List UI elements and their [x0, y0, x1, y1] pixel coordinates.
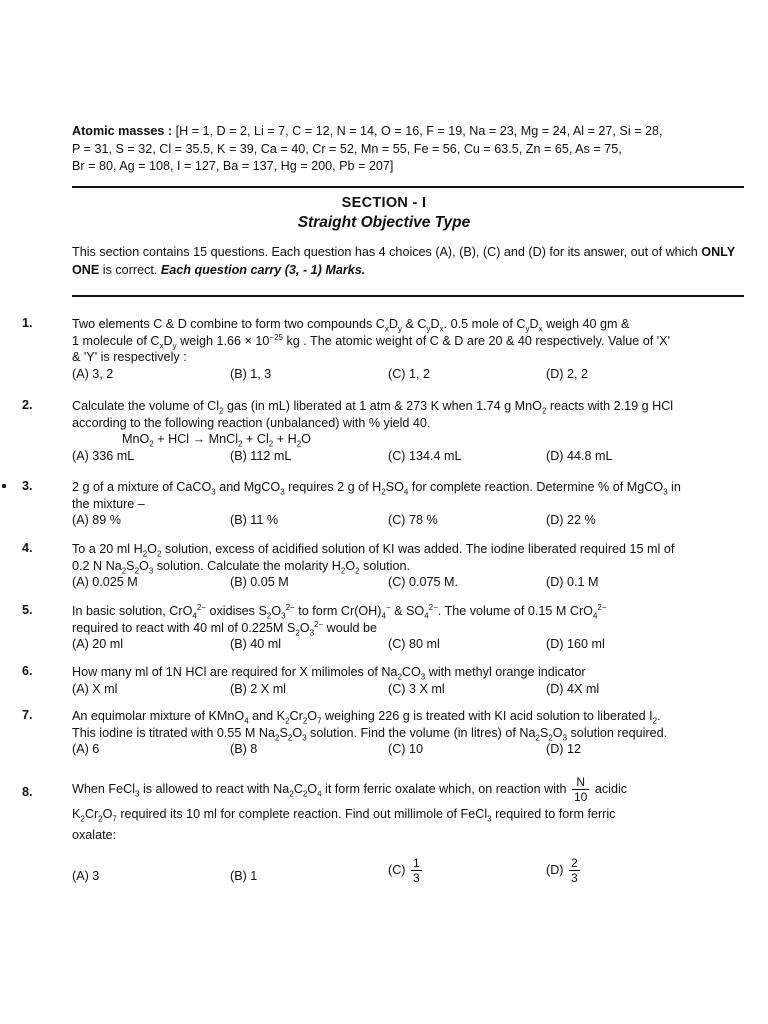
- option-d: (D) 160 ml: [546, 637, 605, 651]
- section-title: SECTION - I: [341, 195, 427, 211]
- option-c: (C) 78 %: [388, 513, 438, 527]
- option-d-fraction: [569, 856, 580, 885]
- option-c-fraction: [411, 856, 422, 885]
- option-d: (D) 2, 2: [546, 366, 588, 381]
- fraction-denominator: 3: [570, 871, 578, 885]
- question-text: How many ml of 1N HCl are required for X milimoles of $Na_2CO_3$ with methyl orange indicator (A) X ml (B) 2 X ml (C) 3 X ml (D) 4X ml: [72, 664, 748, 697]
- question-number: 2.: [22, 398, 33, 412]
- question-text: In basic solution, CrO$_4^{2-}$ oxidises $S_2O_3^{2-}$ to form $Cr(OH)_4^-$ & $SO_4^{2-}$. The volume of 0.15 M CrO$_4^{2-}$ required to react with 40 ml of 0.225M $S_2O_3^{2-}$ would be (A) 20 ml (B) 40 ml (C) 80 ml (D) 160 ml: [72, 603, 748, 653]
- options-row: [72, 741, 748, 758]
- atomic-masses-line-2: P = 31, S = 32, Cl = 35.5, K = 39, Ca = 40, Cr = 52, Mn = 55, Fe = 56, Cu = 63.5, Zn = 65, As = 75,: [72, 141, 622, 156]
- question-text: 2 g of a mixture of CaCO$_3$ and MgCO$_3$ requires 2 g of $H_2SO_4$ for complete reaction. Determine % of MgCO$_3$ in the mixture – (A) 89 % (B) 11 % (C) 78 % (D) 22 %: [72, 479, 748, 529]
- question-number: 7.: [22, 708, 33, 722]
- options-row: [72, 366, 748, 383]
- option-d: (D) 12: [546, 742, 581, 756]
- option-d: (D) 22 %: [546, 513, 596, 527]
- option-c: (C) 10: [388, 742, 423, 756]
- instructions-text-2: is correct.: [99, 262, 161, 277]
- instructions-marks: Each question carry (3, - 1) Marks.: [160, 262, 366, 277]
- atomic-masses: [72, 123, 748, 176]
- option-c: (C) 3 X ml: [388, 681, 445, 696]
- option-a: (A) 0.025 M: [72, 575, 138, 589]
- question-number: 8.: [22, 785, 33, 799]
- top-divider: [72, 186, 744, 188]
- question-text: An equimolar mixture of KMnO$_4$ and $K_2Cr_2O_7$ weighing 226 g is treated with KI acid solution to liberated $I_2$. This iodine is titrated with 0.55 M $Na_2S_2O_3$ solution. Find the volume (in litres) of $Na_2S_2O_3$ solution required. (A) 6 (B) 8 (C) 10 (D) 12: [72, 708, 748, 758]
- option-d-label: (D): [546, 862, 564, 877]
- option-b: (B) 11 %: [230, 513, 279, 527]
- options-row: [72, 636, 748, 653]
- question-number: 4.: [22, 541, 33, 555]
- option-c: (C) 1, 2: [388, 366, 430, 381]
- instructions-text: This section contains 15 questions. Each question has 4 choices (A), (B), (C) and (D) for its answer, out of which: [72, 245, 702, 259]
- option-b: (B) 112 mL: [230, 448, 292, 463]
- question-text: Two elements C & D combine to form two compounds $C_xD_y$ & $C_yD_x$. 0.5 mole of $C_yD_x$ weigh 40 gm & 1 molecule of $C_xD_y$ weigh $1.66 \times 10^{-25}$ kg . The atomic weight of C & D are 20 & 40 respectively. Value of 'X' & 'Y' is respectively : (A) 3, 2 (B) 1, 3 (C) 1, 2 (D) 2, 2: [72, 316, 748, 382]
- fraction-numerator: 2: [570, 856, 578, 870]
- option-a: (A) 89 %: [72, 513, 121, 527]
- fraction-denominator: 3: [412, 871, 420, 885]
- intro-divider: [72, 295, 744, 297]
- options-row: [72, 448, 748, 465]
- question-text: Calculate the volume of $Cl_2$ gas (in mL) liberated at 1 atm & 273 K when 1.74 g MnO$_2$ reacts with 2.19 g HCl according to the following reaction (unbalanced) with % yield 40. MnO$_2$ + HCl → MnCl$_2$ + $Cl_2 + H_2O$ (A) 336 mL (B) 112 mL (C) 134.4 mL (D) 44.8 mL: [72, 398, 748, 464]
- option-d: (D) 44.8 mL: [546, 448, 613, 463]
- fraction-numerator: 1: [412, 856, 420, 870]
- options-row: [72, 856, 748, 892]
- atomic-masses-line-1: [H = 1, D = 2, Li = 7, C = 12, N = 14, O = 16, F = 19, Na = 23, Mg = 24, Al = 27, Si = 28,: [175, 124, 663, 138]
- option-c: [388, 856, 424, 885]
- atomic-masses-line-3: Br = 80, Ag = 108, I = 127, Ba = 137, Hg = 200, Pb = 207]: [72, 159, 394, 173]
- option-a: (A) 6: [72, 742, 100, 756]
- option-d: [546, 856, 582, 885]
- option-b: (B) 0.05 M: [230, 575, 289, 589]
- fraction-numerator: N: [572, 775, 589, 790]
- option-a: (A) X ml: [72, 681, 118, 696]
- section-subtitle: Straight Objective Type: [297, 214, 471, 231]
- question-number: 5.: [22, 603, 33, 617]
- atomic-masses-label: Atomic masses :: [72, 124, 173, 138]
- fraction-denominator: 10: [574, 790, 588, 804]
- scan-mark: [2, 484, 6, 488]
- option-a: (A) 3: [72, 869, 100, 883]
- question-text: To a 20 ml $H_2O_2$ solution, excess of acidified solution of KI was added. The iodine liberated required 15 ml of 0.2 N $Na_2S_2O_3$ solution. Calculate the molarity $H_2O_2$ solution. (A) 0.025 M (B) 0.05 M (C) 0.075 M. (D) 0.1 M: [72, 541, 748, 591]
- option-c: (C) 0.075 M.: [388, 575, 458, 589]
- option-c: (C) 80 ml: [388, 637, 440, 651]
- option-b: (B) 2 X ml: [230, 681, 286, 696]
- question-number: 1.: [22, 316, 33, 330]
- question-number: 3.: [22, 479, 33, 493]
- option-a: (A) 3, 2: [72, 366, 114, 381]
- instructions-only-one: ONLY ONE: [72, 245, 735, 277]
- option-a: (A) 336 mL: [72, 448, 135, 463]
- option-c-label: (C): [388, 862, 406, 877]
- options-row: [72, 681, 748, 698]
- option-b: (B) 8: [230, 742, 258, 756]
- option-a: (A) 20 ml: [72, 637, 124, 651]
- option-c: (C) 134.4 mL: [388, 448, 462, 463]
- normality-fraction: [572, 775, 589, 804]
- question-number: 6.: [22, 664, 33, 678]
- question-text: When FeCl$_3$ is allowed to react with $Na_2C_2O_4$ it form ferric oxalate which, on reaction with $\frac{N}{10}$ acidic $K_2Cr_2O_7$ required its 10 ml for complete reaction. Find out millimole of FeCl$_3$ required to form ferric oxalate: (A) 3 (B) 1 (C) $\frac{1}{3}$ (D) $\frac{2}{3}$: [72, 775, 748, 892]
- option-b: (B) 1, 3: [230, 366, 272, 381]
- options-row: [72, 512, 748, 529]
- option-b: (B) 1: [230, 869, 258, 883]
- section-instructions: [72, 244, 748, 279]
- option-b: (B) 40 ml: [230, 637, 282, 651]
- option-d: (D) 4X ml: [546, 681, 600, 696]
- options-row: [72, 574, 748, 591]
- option-d: (D) 0.1 M: [546, 575, 599, 589]
